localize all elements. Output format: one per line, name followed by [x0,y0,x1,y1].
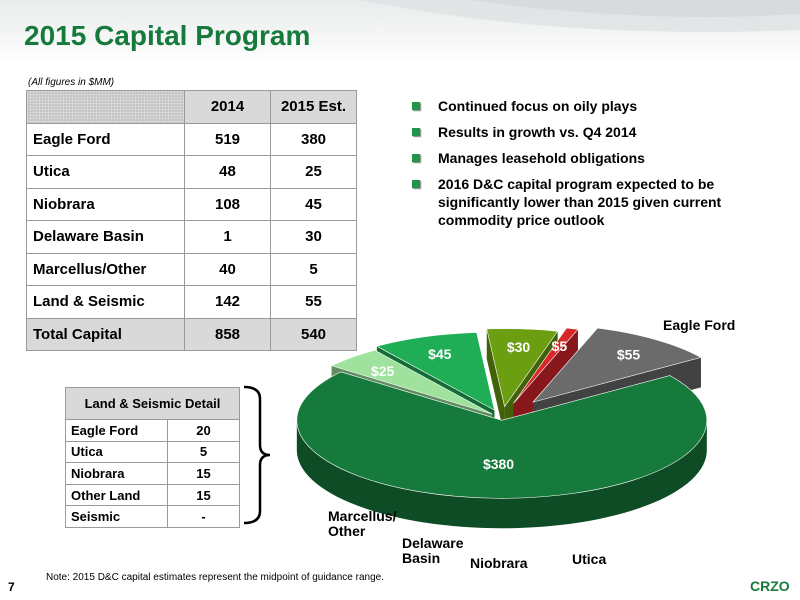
page-number: 7 [8,580,15,594]
value-2014: 48 [185,156,271,189]
detail-value: - [168,506,240,528]
value-2015: 45 [271,188,357,221]
table-row [66,484,240,506]
header-blank-cell [27,91,185,124]
detail-label: Other Land [66,484,168,506]
table-row [27,188,357,221]
slice-value-label: $5 [551,338,568,355]
value-2014: 40 [185,253,271,286]
slice-value-label: $45 [428,345,452,362]
slice-category-label: Eagle Ford [663,317,736,333]
slice-category-label: Niobrara [470,555,528,571]
table-row [66,506,240,528]
bullet-item [409,123,749,141]
detail-value: 15 [168,463,240,485]
land-seismic-detail-table [65,387,240,528]
row-label: Marcellus/Other [27,253,185,286]
row-label: Niobrara [27,188,185,221]
bullet-list [409,97,749,237]
value-2014: 142 [185,286,271,319]
bullet-item [409,97,749,115]
row-label: Land & Seismic [27,286,185,319]
row-label: Delaware Basin [27,221,185,254]
slice-value-label: $25 [370,362,395,379]
value-2015: 55 [271,286,357,319]
slice-category-label: Marcellus/ Other [328,508,397,539]
detail-label: Seismic [66,506,168,528]
value-2014: 519 [185,123,271,156]
square-bullet-icon [412,154,420,162]
bullet-text: 2016 D&C capital program expected to be significantly lower than 2015 given current commodity price outlook [438,176,722,228]
table-row [66,420,240,442]
company-logo: CRZO [750,578,790,594]
total-2015: 540 [271,318,357,351]
detail-table-header [66,388,240,420]
total-label: Total Capital [27,318,185,351]
value-2014: 1 [185,221,271,254]
square-bullet-icon [412,102,420,110]
table-row [27,123,357,156]
detail-label: Niobrara [66,463,168,485]
bullet-item [409,175,749,229]
slice-value-label: $55 [616,346,641,363]
bullet-item [409,149,749,167]
table-row [27,221,357,254]
bullet-text: Results in growth vs. Q4 2014 [438,124,637,140]
table-row [27,156,357,189]
slice-category-label: Utica [572,551,607,567]
detail-value: 20 [168,420,240,442]
value-2015: 380 [271,123,357,156]
bullet-text: Continued focus on oily plays [438,98,638,114]
detail-label: Utica [66,441,168,463]
value-2015: 5 [271,253,357,286]
page-title: 2015 Capital Program [24,20,311,51]
value-2015: 25 [271,156,357,189]
header-2015-est: 2015 Est. [271,91,357,124]
square-bullet-icon [412,128,420,136]
value-2014: 108 [185,188,271,221]
slice-value-label: $30 [506,339,531,356]
square-bullet-icon [412,180,420,188]
total-2014: 858 [185,318,271,351]
footnote: Note: 2015 D&C capital estimates represent the midpoint of guidance range. [46,572,384,583]
detail-table-title: Land & Seismic Detail [66,388,240,420]
pie-chart [250,310,760,575]
slice-category-label: Delaware Basin [402,535,464,566]
header-2014: 2014 [185,91,271,124]
row-label: Utica [27,156,185,189]
detail-value: 5 [168,441,240,463]
detail-value: 15 [168,484,240,506]
slice-value-label: $380 [482,456,515,473]
capital-table-header [27,91,357,124]
table-row [27,253,357,286]
value-2015: 30 [271,221,357,254]
units-note: (All figures in $MM) [28,77,115,88]
table-row [66,441,240,463]
detail-label: Eagle Ford [66,420,168,442]
row-label: Eagle Ford [27,123,185,156]
table-row [66,463,240,485]
bullet-text: Manages leasehold obligations [438,150,645,166]
